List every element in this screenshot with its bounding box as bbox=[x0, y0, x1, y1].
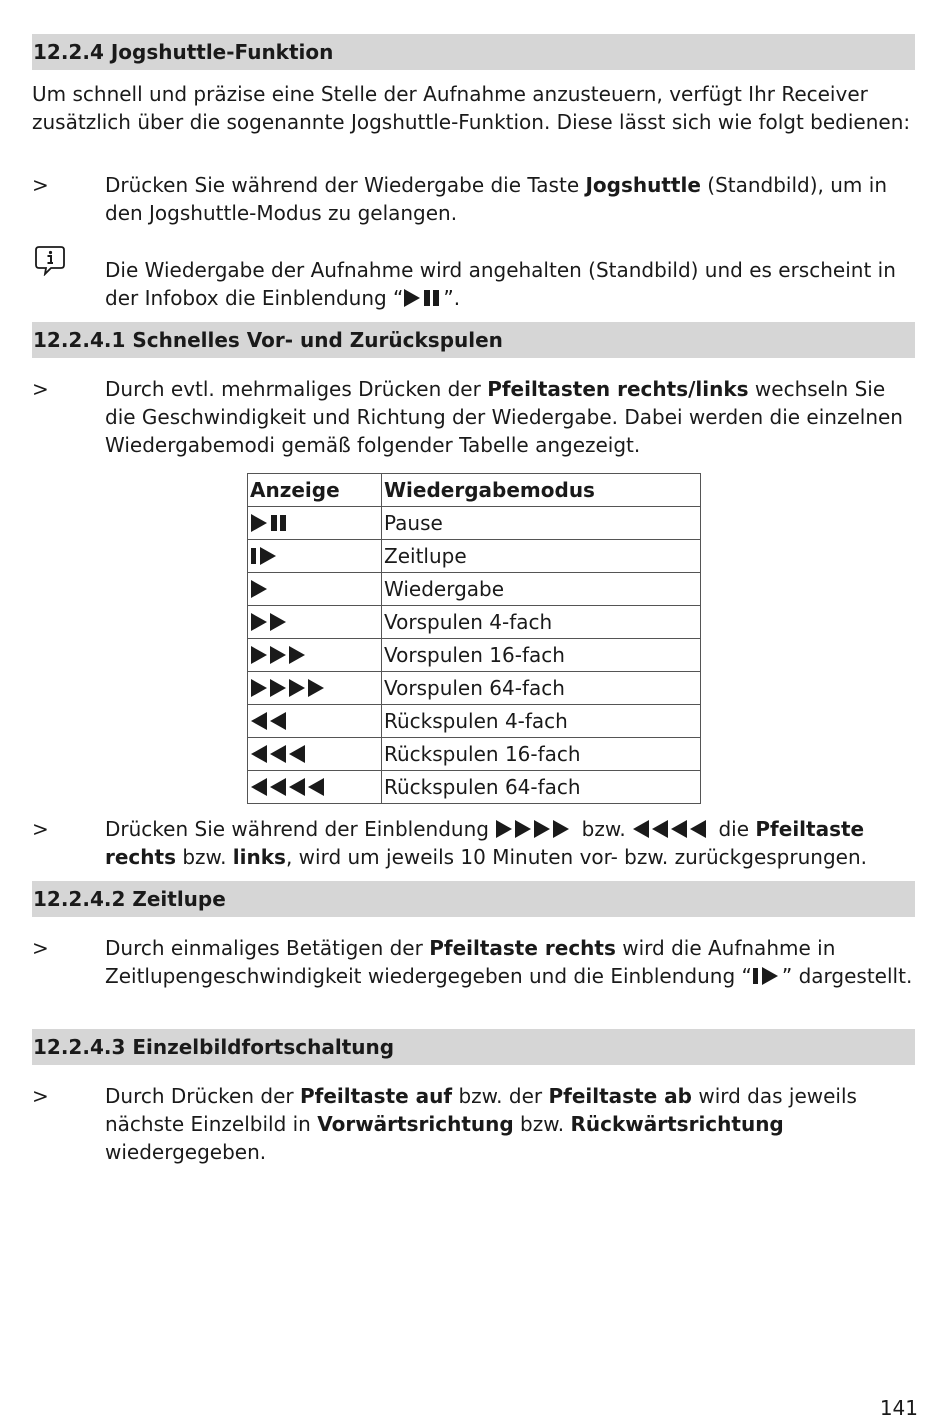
forward-2-icon bbox=[248, 606, 382, 639]
step-einzelbild bbox=[32, 1082, 917, 1166]
mode-label: Vorspulen 64-fach bbox=[382, 672, 701, 705]
rewind-3-icon bbox=[248, 738, 382, 771]
table-row bbox=[248, 672, 701, 705]
forward-4-icon bbox=[248, 672, 382, 705]
step-text: Drücken Sie während der Einblendung bzw. die Pfeiltaste rechts bzw. links, wird um jeweils 10 Minuten vor- bzw. zurückgesprungen. bbox=[105, 817, 867, 869]
section-heading-spulen: 12.2.4.1 Schnelles Vor- und Zurückspulen bbox=[32, 322, 915, 358]
forward-3-icon bbox=[248, 639, 382, 672]
step-text: Drücken Sie während der Wiedergabe die Taste Jogshuttle (Standbild), um in den Jogshuttle-Modus zu gelangen. bbox=[105, 173, 887, 225]
mode-label: Pause bbox=[382, 507, 701, 540]
mode-label: Vorspulen 16-fach bbox=[382, 639, 701, 672]
header-wiedergabemodus: Wiedergabemodus bbox=[382, 474, 701, 507]
table-row bbox=[248, 639, 701, 672]
mode-label: Rückspulen 64-fach bbox=[382, 771, 701, 804]
table-row bbox=[248, 507, 701, 540]
step-text: Durch einmaliges Betätigen der Pfeiltaste rechts wird die Aufnahme in Zeitlupengeschwindigkeit wiedergegeben und die Einblendung “ ” dargestellt. bbox=[105, 936, 913, 988]
step-text: Durch evtl. mehrmaliges Drücken der Pfeiltasten rechts/links wechseln Sie die Geschwindigkeit und Richtung der Wiedergabe. Dabei werden die einzelnen Wiedergabemodi gemäß folgender Tabelle angezeigt. bbox=[105, 377, 903, 457]
playback-modes-table bbox=[247, 473, 701, 804]
page-number: 141 bbox=[879, 1396, 918, 1417]
table-header-row bbox=[248, 474, 701, 507]
table-row bbox=[248, 573, 701, 606]
play-pause-icon bbox=[403, 289, 443, 307]
step-jogshuttle bbox=[32, 171, 917, 227]
note-text: Die Wiedergabe der Aufnahme wird angehalten (Standbild) und es erscheint in der Infobox die Einblendung “ ”. bbox=[105, 258, 896, 310]
forward-4-icon bbox=[495, 820, 575, 838]
bullet-marker: > bbox=[32, 817, 49, 841]
table-row bbox=[248, 771, 701, 804]
step-spulen bbox=[32, 375, 917, 459]
section-heading-zeitlupe: 12.2.4.2 Zeitlupe bbox=[32, 881, 915, 917]
play-icon bbox=[248, 573, 382, 606]
section-heading-jogshuttle: 12.2.4 Jogshuttle-Funktion bbox=[32, 34, 915, 70]
mode-label: Rückspulen 4-fach bbox=[382, 705, 701, 738]
rewind-2-icon bbox=[248, 705, 382, 738]
slow-motion-icon bbox=[752, 967, 782, 985]
table-row bbox=[248, 738, 701, 771]
table-row bbox=[248, 540, 701, 573]
step-text: Durch Drücken der Pfeiltaste auf bzw. der Pfeiltaste ab wird das jeweils nächste Einzelbild in Vorwärtsrichtung bzw. Rückwärtsrichtung wiedergegeben. bbox=[105, 1084, 857, 1164]
mode-label: Vorspulen 4-fach bbox=[382, 606, 701, 639]
mode-label: Zeitlupe bbox=[382, 540, 701, 573]
mode-label: Wiedergabe bbox=[382, 573, 701, 606]
bullet-marker: > bbox=[32, 1084, 49, 1108]
info-icon bbox=[34, 244, 66, 276]
header-anzeige: Anzeige bbox=[248, 474, 382, 507]
mode-label: Rückspulen 16-fach bbox=[382, 738, 701, 771]
rewind-4-icon bbox=[632, 820, 712, 838]
bullet-marker: > bbox=[32, 377, 49, 401]
table-row bbox=[248, 705, 701, 738]
section-heading-einzelbild: 12.2.4.3 Einzelbildfortschaltung bbox=[32, 1029, 915, 1065]
bullet-marker: > bbox=[32, 936, 49, 960]
rewind-4-icon bbox=[248, 771, 382, 804]
intro-paragraph: Um schnell und präzise eine Stelle der Aufnahme anzusteuern, verfügt Ihr Receiver zusätzlich über die sogenannte Jogshuttle-Funktion. Diese lässt sich wie folgt bedienen: bbox=[32, 82, 911, 134]
step-jump bbox=[32, 815, 917, 871]
step-zeitlupe bbox=[32, 934, 917, 990]
info-note bbox=[32, 256, 917, 312]
play-pause-icon bbox=[248, 507, 382, 540]
table-row bbox=[248, 606, 701, 639]
slow-motion-icon bbox=[248, 540, 382, 573]
bullet-marker: > bbox=[32, 173, 49, 197]
